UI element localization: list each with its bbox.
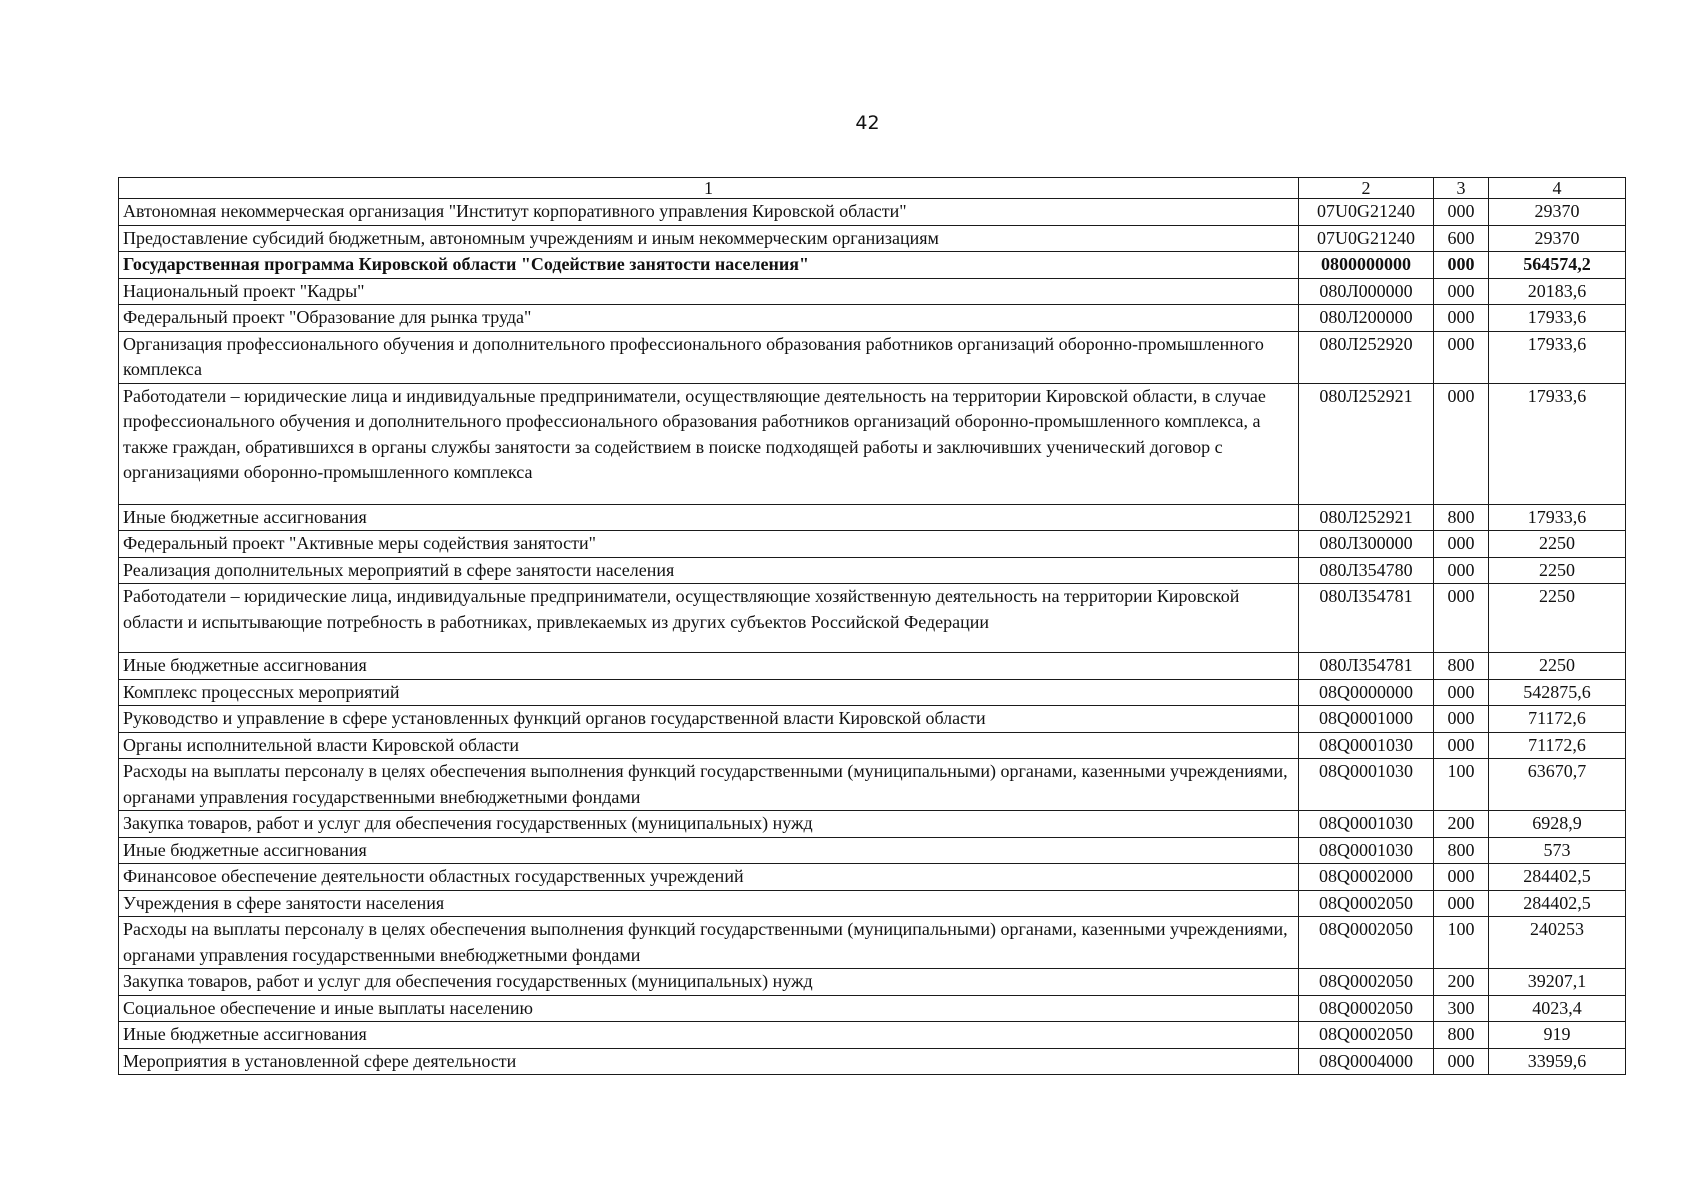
row-code: 080Л354780 [1299, 557, 1434, 584]
row-sum: 17933,6 [1489, 383, 1626, 504]
table-row [119, 732, 1626, 759]
table-row [119, 969, 1626, 996]
budget-table [118, 177, 1626, 1075]
row-expense-type: 800 [1434, 504, 1489, 531]
row-name: Руководство и управление в сфере установленных функций органов государственной власти Кировской области [119, 706, 1299, 733]
row-sum: 20183,6 [1489, 278, 1626, 305]
table-row [119, 383, 1626, 504]
row-expense-type: 200 [1434, 811, 1489, 838]
table-row [119, 759, 1626, 811]
row-expense-type: 800 [1434, 837, 1489, 864]
table-row [119, 679, 1626, 706]
row-sum: 542875,6 [1489, 679, 1626, 706]
row-name: Комплекс процессных мероприятий [119, 679, 1299, 706]
table-row [119, 995, 1626, 1022]
row-sum: 33959,6 [1489, 1048, 1626, 1075]
row-sum: 2250 [1489, 557, 1626, 584]
table-row [119, 706, 1626, 733]
row-name: Расходы на выплаты персоналу в целях обеспечения выполнения функций государственными (муниципальными) органами, казенными учреждениями, органами управления государственными внебюджетными фондами [119, 917, 1299, 969]
row-name: Государственная программа Кировской области "Содействие занятости населения" [119, 252, 1299, 279]
row-sum: 71172,6 [1489, 706, 1626, 733]
row-name: Предоставление субсидий бюджетным, автономным учреждениям и иным некоммерческим организациям [119, 225, 1299, 252]
table-row [119, 1022, 1626, 1049]
row-code: 07U0G21240 [1299, 199, 1434, 226]
row-code: 08Q0002050 [1299, 969, 1434, 996]
table-row [119, 331, 1626, 383]
table-row [119, 531, 1626, 558]
row-code: 08Q0001030 [1299, 759, 1434, 811]
row-expense-type: 100 [1434, 759, 1489, 811]
table-row [119, 557, 1626, 584]
header-row [119, 178, 1626, 199]
row-code: 08Q0001030 [1299, 837, 1434, 864]
row-expense-type: 000 [1434, 278, 1489, 305]
table-row [119, 917, 1626, 969]
row-name: Органы исполнительной власти Кировской области [119, 732, 1299, 759]
row-name: Иные бюджетные ассигнования [119, 504, 1299, 531]
row-name: Финансовое обеспечение деятельности областных государственных учреждений [119, 864, 1299, 891]
row-name: Социальное обеспечение и иные выплаты населению [119, 995, 1299, 1022]
row-sum: 17933,6 [1489, 305, 1626, 332]
row-expense-type: 000 [1434, 706, 1489, 733]
row-name: Закупка товаров, работ и услуг для обеспечения государственных (муниципальных) нужд [119, 811, 1299, 838]
row-expense-type: 300 [1434, 995, 1489, 1022]
row-expense-type: 000 [1434, 679, 1489, 706]
row-expense-type: 000 [1434, 331, 1489, 383]
row-sum: 284402,5 [1489, 890, 1626, 917]
row-name: Работодатели – юридические лица, индивидуальные предприниматели, осуществляющие хозяйственную деятельность на территории Кировской области и испытывающие потребность в работниках, привлекаемых из других субъектов Российской Федерации [119, 584, 1299, 653]
row-sum: 71172,6 [1489, 732, 1626, 759]
row-sum: 564574,2 [1489, 252, 1626, 279]
row-expense-type: 000 [1434, 864, 1489, 891]
row-code: 08Q0002000 [1299, 864, 1434, 891]
table-row [119, 305, 1626, 332]
row-sum: 63670,7 [1489, 759, 1626, 811]
row-code: 080Л252921 [1299, 504, 1434, 531]
row-name: Национальный проект "Кадры" [119, 278, 1299, 305]
row-sum: 29370 [1489, 199, 1626, 226]
row-sum: 2250 [1489, 531, 1626, 558]
row-sum: 17933,6 [1489, 331, 1626, 383]
row-name: Иные бюджетные ассигнования [119, 653, 1299, 680]
row-expense-type: 000 [1434, 383, 1489, 504]
table-row [119, 1048, 1626, 1075]
row-code: 080Л354781 [1299, 584, 1434, 653]
table-row [119, 584, 1626, 653]
row-name: Федеральный проект "Образование для рынка труда" [119, 305, 1299, 332]
row-expense-type: 200 [1434, 969, 1489, 996]
row-expense-type: 000 [1434, 584, 1489, 653]
table-row [119, 811, 1626, 838]
row-sum: 2250 [1489, 584, 1626, 653]
row-code: 08Q0002050 [1299, 917, 1434, 969]
row-code: 0800000000 [1299, 252, 1434, 279]
row-sum: 39207,1 [1489, 969, 1626, 996]
row-sum: 2250 [1489, 653, 1626, 680]
column-header-4: 4 [1489, 178, 1626, 199]
column-header-3: 3 [1434, 178, 1489, 199]
row-expense-type: 100 [1434, 917, 1489, 969]
row-name: Автономная некоммерческая организация "Институт корпоративного управления Кировской области" [119, 199, 1299, 226]
row-name: Иные бюджетные ассигнования [119, 1022, 1299, 1049]
row-sum: 573 [1489, 837, 1626, 864]
table-row [119, 504, 1626, 531]
table-row [119, 837, 1626, 864]
row-sum: 284402,5 [1489, 864, 1626, 891]
row-expense-type: 000 [1434, 557, 1489, 584]
row-name: Реализация дополнительных мероприятий в сфере занятости населения [119, 557, 1299, 584]
row-name: Федеральный проект "Активные меры содействия занятости" [119, 531, 1299, 558]
row-code: 08Q0001030 [1299, 811, 1434, 838]
row-expense-type: 800 [1434, 1022, 1489, 1049]
row-name: Работодатели – юридические лица и индивидуальные предприниматели, осуществляющие деятельность на территории Кировской области, в случае профессионального обучения и дополнительного профессионального образования работников организаций оборонно-промышленного комплекса, а также граждан, обратившихся в органы службы занятости за содействием в поиске подходящей работы и заключивших ученический договор с организациями оборонно-промышленного комплекса [119, 383, 1299, 504]
row-sum: 6928,9 [1489, 811, 1626, 838]
row-expense-type: 000 [1434, 890, 1489, 917]
row-sum: 240253 [1489, 917, 1626, 969]
row-sum: 17933,6 [1489, 504, 1626, 531]
row-expense-type: 000 [1434, 252, 1489, 279]
row-code: 080Л252920 [1299, 331, 1434, 383]
table-row [119, 864, 1626, 891]
row-name: Расходы на выплаты персоналу в целях обеспечения выполнения функций государственными (муниципальными) органами, казенными учреждениями, органами управления государственными внебюджетными фондами [119, 759, 1299, 811]
row-name: Иные бюджетные ассигнования [119, 837, 1299, 864]
row-sum: 29370 [1489, 225, 1626, 252]
row-code: 08Q0002050 [1299, 995, 1434, 1022]
row-expense-type: 000 [1434, 531, 1489, 558]
table-row [119, 890, 1626, 917]
table-row-program [119, 252, 1626, 279]
column-header-2: 2 [1299, 178, 1434, 199]
row-expense-type: 000 [1434, 732, 1489, 759]
table-row [119, 278, 1626, 305]
table-row [119, 653, 1626, 680]
row-name: Мероприятия в установленной сфере деятельности [119, 1048, 1299, 1075]
row-sum: 4023,4 [1489, 995, 1626, 1022]
row-name: Организация профессионального обучения и дополнительного профессионального образования работников организаций оборонно-промышленного комплекса [119, 331, 1299, 383]
row-code: 080Л200000 [1299, 305, 1434, 332]
row-expense-type: 600 [1434, 225, 1489, 252]
table-row [119, 199, 1626, 226]
row-code: 08Q0004000 [1299, 1048, 1434, 1075]
table-row [119, 225, 1626, 252]
row-code: 080Л000000 [1299, 278, 1434, 305]
row-code: 08Q0000000 [1299, 679, 1434, 706]
column-header-1: 1 [119, 178, 1299, 199]
row-code: 08Q0001030 [1299, 732, 1434, 759]
row-expense-type: 800 [1434, 653, 1489, 680]
row-expense-type: 000 [1434, 1048, 1489, 1075]
row-code: 080Л300000 [1299, 531, 1434, 558]
row-sum: 919 [1489, 1022, 1626, 1049]
row-code: 08Q0001000 [1299, 706, 1434, 733]
row-expense-type: 000 [1434, 199, 1489, 226]
row-name: Учреждения в сфере занятости населения [119, 890, 1299, 917]
row-code: 08Q0002050 [1299, 890, 1434, 917]
page-number: 42 [855, 112, 880, 134]
row-code: 080Л354781 [1299, 653, 1434, 680]
row-code: 080Л252921 [1299, 383, 1434, 504]
row-expense-type: 000 [1434, 305, 1489, 332]
row-code: 07U0G21240 [1299, 225, 1434, 252]
row-code: 08Q0002050 [1299, 1022, 1434, 1049]
row-name: Закупка товаров, работ и услуг для обеспечения государственных (муниципальных) нужд [119, 969, 1299, 996]
